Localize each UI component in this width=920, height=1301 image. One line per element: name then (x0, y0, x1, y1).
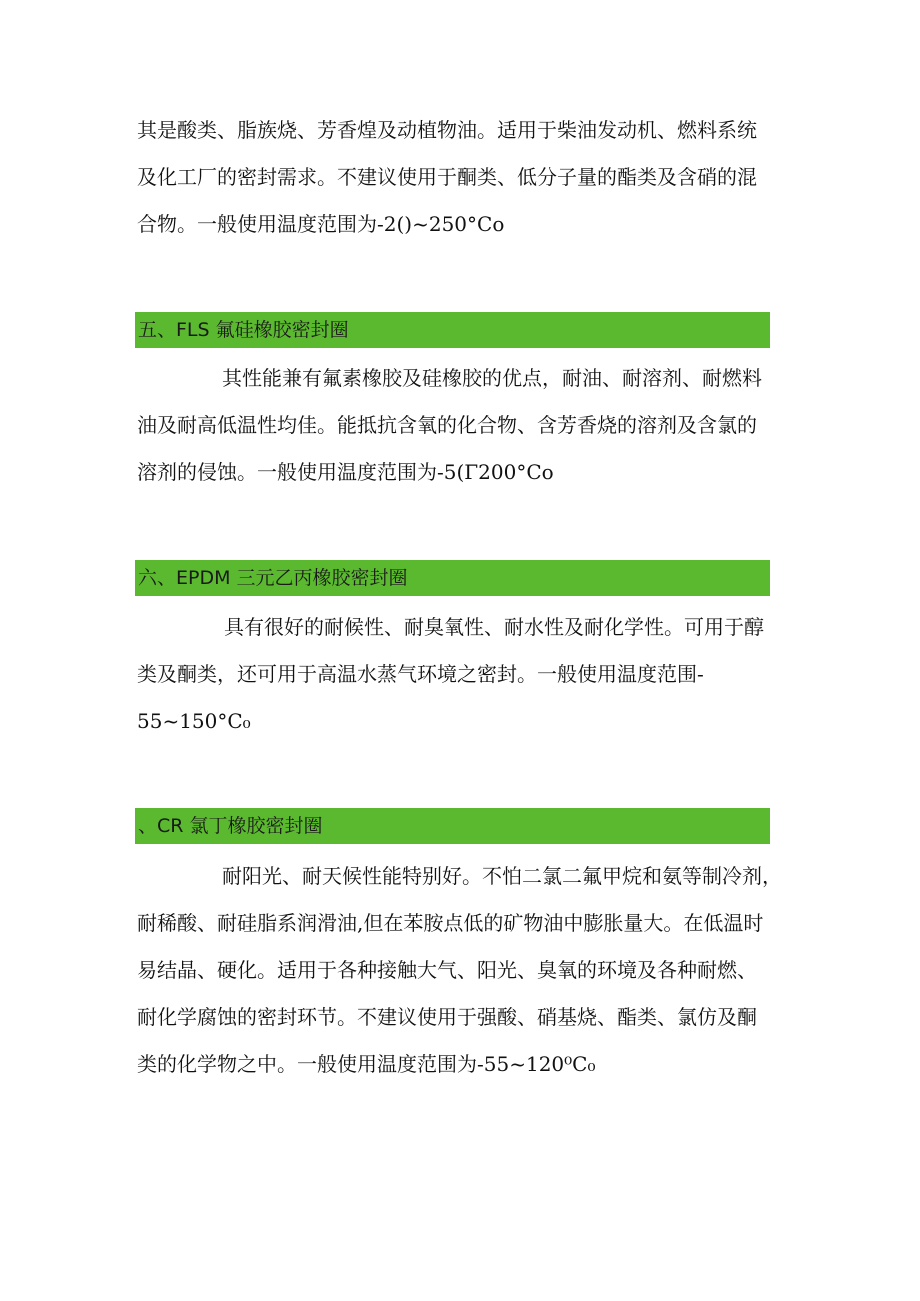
section-heading-fls: 五、FLS 氟硅橡胶密封圈 (135, 312, 770, 348)
paragraph-line: 耐稀酸、耐硅脂系润滑油,但在苯胺点低的矿物油中膨胀量大。在低温时 (137, 911, 764, 935)
paragraph-line: 其是酸类、脂族烧、芳香煌及动植物油。适用于柴油发动机、燃料系统 (137, 118, 757, 142)
paragraph-line: 55~150°C₀ (137, 709, 251, 733)
paragraph-line: 耐阳光、耐天候性能特别好。不怕二氯二氟甲烷和氨等制冷剂， (222, 864, 782, 888)
paragraph-line: 溶剂的侵蚀。一般使用温度范围为-5(Γ200°Co (137, 460, 554, 484)
section-heading-cr: 、CR 氯丁橡胶密封圈 (135, 808, 770, 844)
paragraph-line: 油及耐高低温性均佳。能抵抗含氧的化合物、含芳香烧的溶剂及含氯的 (137, 413, 757, 437)
paragraph-fls (137, 355, 777, 496)
section-heading-epdm: 六、EPDM 三元乙丙橡胶密封圈 (135, 560, 770, 596)
paragraph-line: 类及酮类，还可用于高温水蒸气环境之密封。一般使用温度范围- (137, 662, 704, 686)
paragraph-line: 具有很好的耐候性、耐臭氧性、耐水性及耐化学性。可用于醇 (224, 615, 764, 639)
paragraph-line: 耐化学腐蚀的密封环节。不建议使用于强酸、硝基烧、酯类、氯仿及酮 (137, 1005, 757, 1029)
paragraph-line: 其性能兼有氟素橡胶及硅橡胶的优点，耐油、耐溶剂、耐燃料 (222, 366, 762, 390)
paragraph-line: 易结晶、硬化。适用于各种接触大气、阳光、臭氧的环境及各种耐燃、 (137, 958, 757, 982)
paragraph-cr (137, 853, 782, 1088)
paragraph-intro (137, 107, 777, 248)
paragraph-line: 合物。一般使用温度范围为-2()~250°Co (137, 212, 505, 236)
paragraph-line: 类的化学物之中。一般使用温度范围为-55~120⁰C₀ (137, 1052, 596, 1076)
paragraph-epdm (137, 604, 777, 745)
paragraph-line: 及化工厂的密封需求。不建议使用于酮类、低分子量的酯类及含硝的混 (137, 165, 757, 189)
